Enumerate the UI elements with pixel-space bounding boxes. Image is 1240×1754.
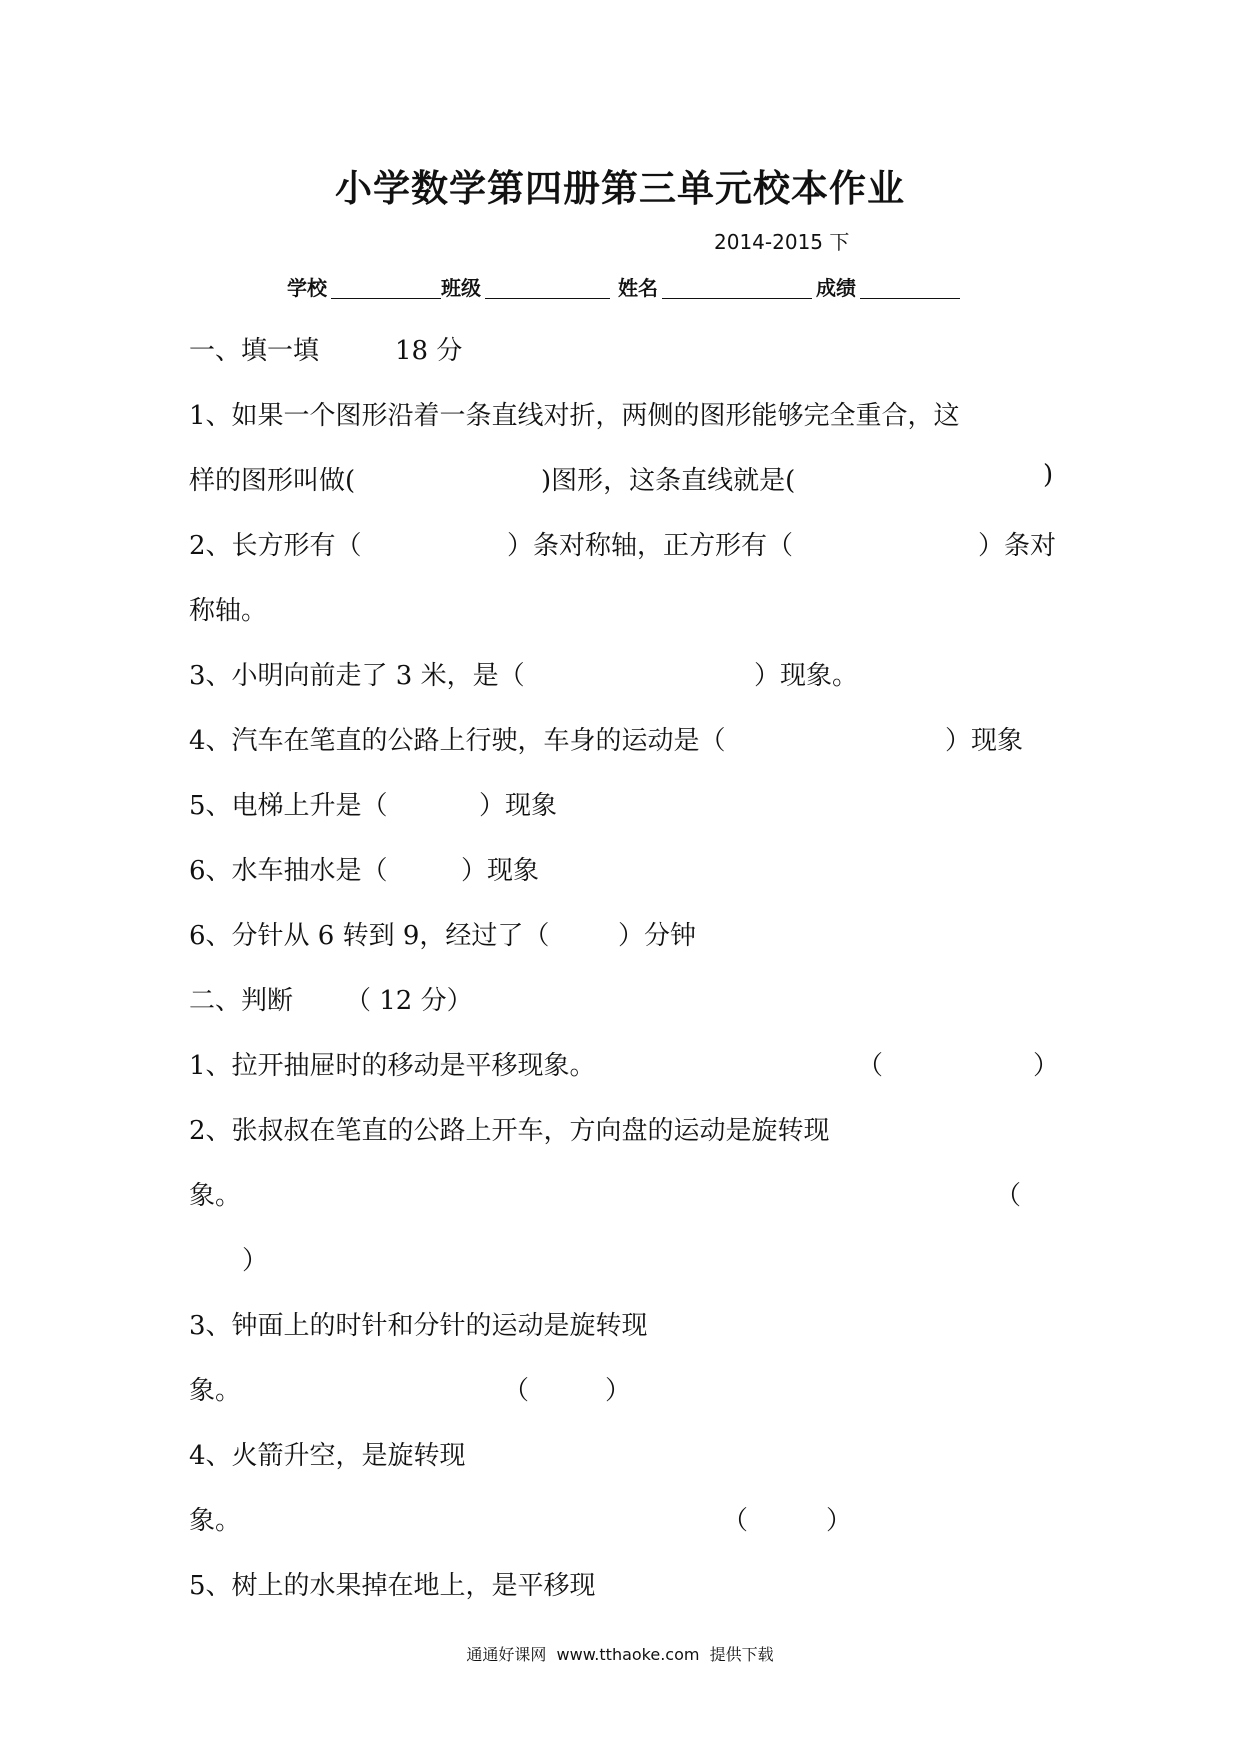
- question-2-line1: 2、长方形有（: [189, 531, 362, 561]
- judge-3-close: ）: [605, 1376, 632, 1406]
- question-1-line2-mid: )图形，这条直线就是(: [541, 466, 796, 496]
- judge-4-line1: 4、火箭升空，是旋转现: [189, 1441, 466, 1471]
- judge-3-open: （: [503, 1376, 530, 1406]
- question-6: 6、水车抽水是（: [189, 856, 388, 886]
- school-label: 学校: [287, 276, 327, 300]
- judge-2-open: （: [995, 1181, 1022, 1211]
- school-blank[interactable]: [331, 298, 441, 299]
- page-title: 小学数学第四册第三单元校本作业: [335, 167, 905, 210]
- score-label: 成绩: [816, 276, 856, 300]
- question-7: 6、分针从 6 转到 9，经过了（: [189, 921, 550, 951]
- question-4-end: ）现象: [945, 726, 1024, 756]
- question-3-end: ）现象。: [754, 661, 859, 691]
- judge-1-close: ）: [1033, 1051, 1060, 1081]
- question-2-line1-mid: ）条对称轴，正方形有（: [507, 531, 794, 561]
- judge-2-line2: 象。: [189, 1181, 242, 1211]
- section1-points: 18 分: [395, 336, 463, 366]
- question-5-end: ）现象: [479, 791, 558, 821]
- judge-2-line1: 2、张叔叔在笔直的公路上开车，方向盘的运动是旋转现: [189, 1116, 830, 1146]
- judge-1: 1、拉开抽屉时的移动是平移现象。: [189, 1051, 596, 1081]
- question-1-line2-end: ): [1043, 460, 1054, 490]
- question-1-line1: 1、如果一个图形沿着一条直线对折，两侧的图形能够完全重合，这: [189, 401, 960, 431]
- class-label: 班级: [441, 276, 481, 300]
- section1-heading: 一、填一填: [189, 336, 320, 366]
- score-blank[interactable]: [860, 298, 960, 299]
- section2-heading: 二、判断: [189, 986, 294, 1016]
- footer-credit: 通通好课网 www.tthaoke.com 提供下载: [466, 1645, 774, 1664]
- judge-3-line2: 象。: [189, 1376, 242, 1406]
- judge-4-line2: 象。: [189, 1506, 242, 1536]
- class-blank[interactable]: [485, 298, 610, 299]
- name-blank[interactable]: [662, 298, 812, 299]
- judge-5-line1: 5、树上的水果掉在地上，是平移现: [189, 1571, 596, 1601]
- school-year: 2014-2015 下: [714, 230, 850, 254]
- question-2-line1-end: ）条对: [978, 531, 1057, 561]
- judge-3-line1: 3、钟面上的时针和分针的运动是旋转现: [189, 1311, 648, 1341]
- section2-points: （ 12 分）: [345, 986, 473, 1016]
- question-2-line2: 称轴。: [189, 596, 268, 626]
- judge-2-close: ）: [242, 1246, 269, 1276]
- question-4: 4、汽车在笔直的公路上行驶，车身的运动是（: [189, 726, 726, 756]
- name-label: 姓名: [618, 276, 658, 300]
- question-3: 3、小明向前走了 3 米，是（: [189, 661, 525, 691]
- question-5: 5、电梯上升是（: [189, 791, 388, 821]
- judge-4-close: ）: [826, 1506, 853, 1536]
- judge-1-open: （: [857, 1051, 884, 1081]
- judge-4-open: （: [722, 1506, 749, 1536]
- question-7-end: ）分钟: [618, 921, 697, 951]
- question-6-end: ）现象: [461, 856, 540, 886]
- question-1-line2: 样的图形叫做(: [189, 466, 356, 496]
